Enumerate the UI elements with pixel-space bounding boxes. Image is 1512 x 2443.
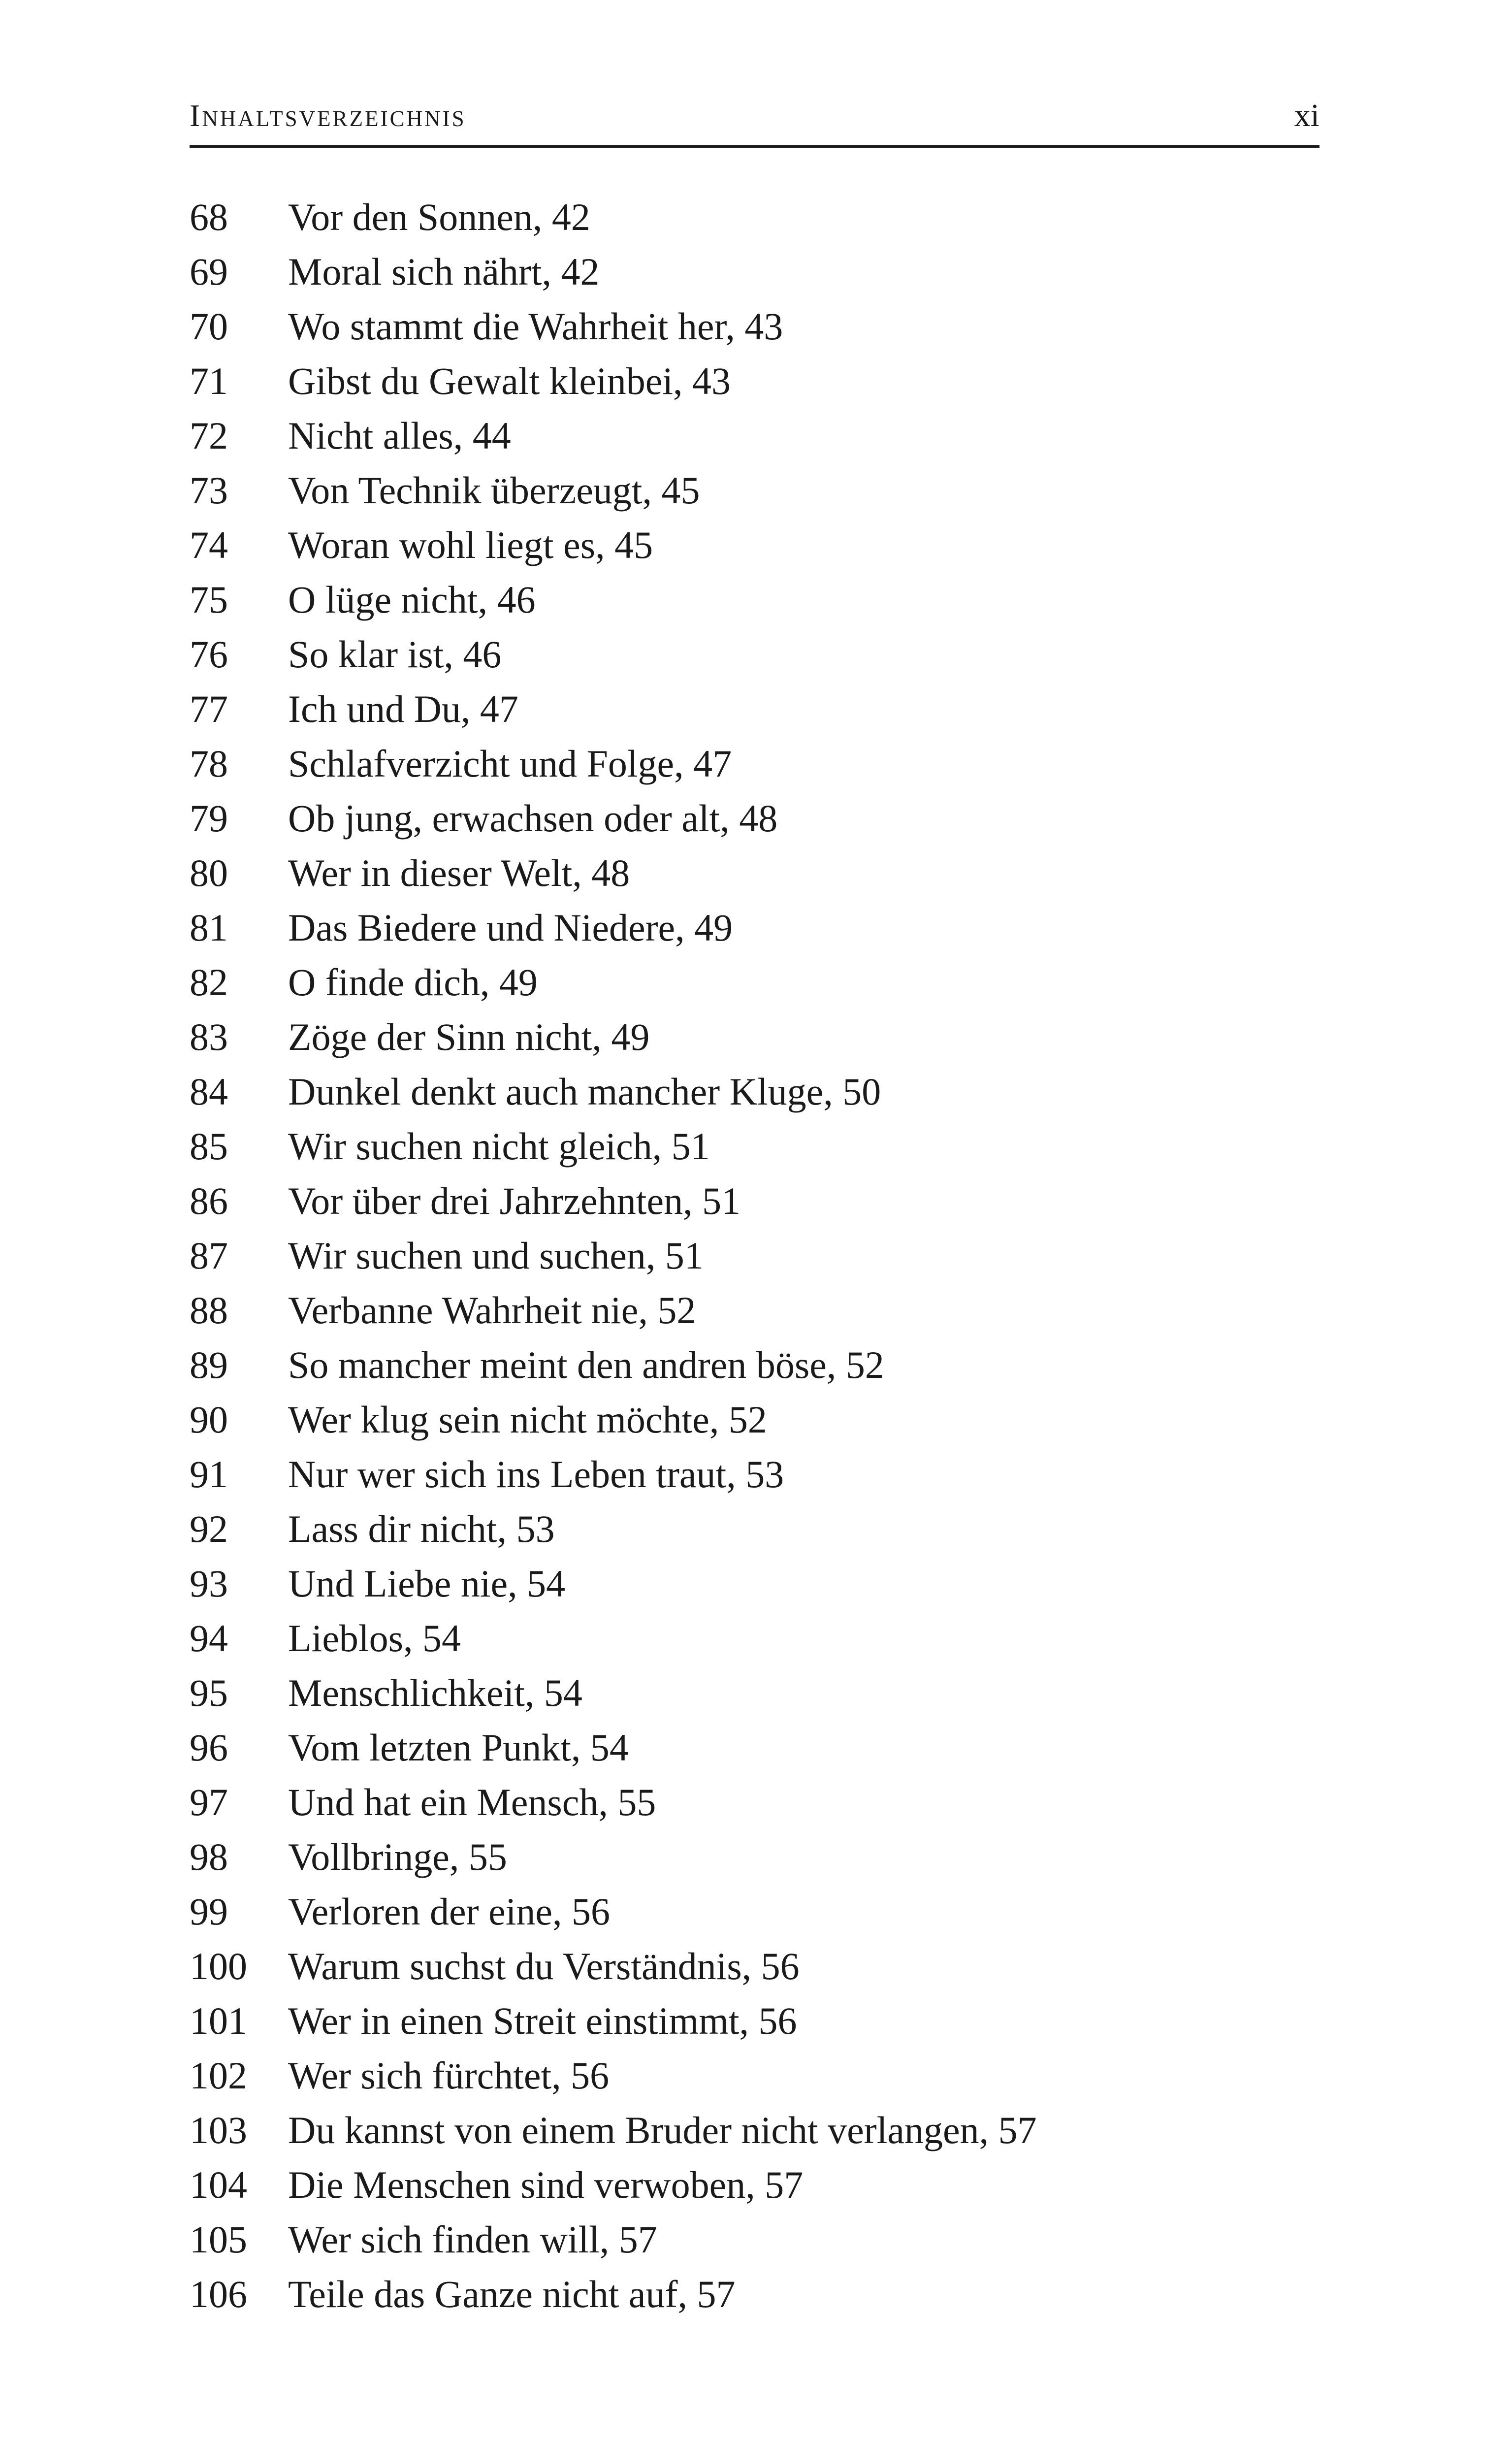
toc-entry-title: Warum suchst du Verständnis, 56 [288, 1945, 800, 1987]
toc-entry [190, 1119, 1319, 1173]
toc-entry-number: 83 [190, 1015, 228, 1058]
toc-entry [190, 2212, 1319, 2267]
toc-entry [190, 1939, 1319, 1993]
toc-entry-title: Vollbringe, 55 [288, 1835, 507, 1878]
toc-entry-title: Das Biedere und Niedere, 49 [288, 906, 733, 949]
toc-entry-title: Ich und Du, 47 [288, 687, 518, 730]
toc-entry [190, 1611, 1319, 1665]
toc-entry-title: Vor den Sonnen, 42 [288, 195, 590, 238]
toc-entry-number: 99 [190, 1890, 228, 1933]
toc-entry [190, 1337, 1319, 1392]
toc-entry-title: Woran wohl liegt es, 45 [288, 523, 653, 566]
toc-entry [190, 1064, 1319, 1119]
toc-entry-title: Verbanne Wahrheit nie, 52 [288, 1289, 696, 1332]
toc-entry-title: Moral sich nährt, 42 [288, 250, 600, 293]
toc-entry-number: 86 [190, 1179, 228, 1222]
toc-entry-number: 79 [190, 797, 228, 840]
toc-entry [190, 1829, 1319, 1884]
toc-entry-title: Zöge der Sinn nicht, 49 [288, 1015, 650, 1058]
toc-entry-title: Die Menschen sind verwoben, 57 [288, 2163, 804, 2206]
toc-entry-number: 100 [190, 1945, 247, 1987]
toc-entry [190, 682, 1319, 736]
toc-entry-title: Vom letzten Punkt, 54 [288, 1726, 629, 1769]
toc-entry-number: 77 [190, 687, 228, 730]
toc-entry-title: Vor über drei Jahrzehnten, 51 [288, 1179, 741, 1222]
toc-entry-number: 76 [190, 633, 228, 676]
toc-entry-title: Du kannst von einem Bruder nicht verlangen, 57 [288, 2109, 1037, 2151]
toc-entry [190, 463, 1319, 518]
toc-entry-number: 75 [190, 578, 228, 621]
toc-entry-number: 84 [190, 1070, 228, 1113]
toc-entry-number: 102 [190, 2054, 247, 2097]
toc-entry [190, 1884, 1319, 1939]
toc-entry [190, 1775, 1319, 1829]
toc-entry-number: 92 [190, 1507, 228, 1550]
toc-entry-number: 81 [190, 906, 228, 949]
toc-entry-number: 95 [190, 1671, 228, 1714]
toc-entry [190, 244, 1319, 299]
toc-entry-title: Teile das Ganze nicht auf, 57 [288, 2273, 736, 2315]
toc-entry-number: 80 [190, 851, 228, 894]
toc-entry-title: Wer in dieser Welt, 48 [288, 851, 630, 894]
toc-entry-title: O lüge nicht, 46 [288, 578, 536, 621]
toc-entry [190, 1173, 1319, 1228]
toc-entry-number: 104 [190, 2163, 247, 2206]
toc-entry [190, 1010, 1319, 1064]
toc-entry-title: Wo stammt die Wahrheit her, 43 [288, 305, 783, 348]
toc-entry [190, 518, 1319, 572]
toc-entry-number: 91 [190, 1453, 228, 1496]
toc-entry [190, 1720, 1319, 1775]
toc-entry-number: 105 [190, 2218, 247, 2261]
toc-entry-number: 96 [190, 1726, 228, 1769]
toc-entry-title: Lieblos, 54 [288, 1617, 461, 1660]
toc-entry [190, 1556, 1319, 1611]
toc-entry-title: So klar ist, 46 [288, 633, 502, 676]
toc-entry [190, 572, 1319, 627]
toc-entry [190, 190, 1319, 244]
toc-entry-title: Wir suchen nicht gleich, 51 [288, 1125, 710, 1168]
toc-entry-number: 94 [190, 1617, 228, 1660]
toc-entry-title: Nur wer sich ins Leben traut, 53 [288, 1453, 784, 1496]
toc-entry-title: Schlafverzicht und Folge, 47 [288, 742, 732, 785]
toc-entry-number: 98 [190, 1835, 228, 1878]
toc-entry-number: 73 [190, 469, 228, 512]
toc-entry-number: 89 [190, 1343, 228, 1386]
toc-entry [190, 791, 1319, 846]
toc-entry [190, 627, 1319, 682]
toc-entry [190, 1501, 1319, 1556]
running-title: Inhaltsverzeichnis [190, 98, 466, 133]
toc-entry-number: 72 [190, 414, 228, 457]
toc-entry-number: 70 [190, 305, 228, 348]
toc-entry [190, 2157, 1319, 2212]
toc-entry-number: 78 [190, 742, 228, 785]
toc-entry-title: Und hat ein Mensch, 55 [288, 1781, 656, 1824]
toc-entry-title: O finde dich, 49 [288, 961, 538, 1004]
toc-entry-number: 103 [190, 2109, 247, 2151]
running-header [190, 94, 1319, 148]
toc-entry-number: 71 [190, 359, 228, 402]
toc-entry-number: 74 [190, 523, 228, 566]
toc-entry-title: Verloren der eine, 56 [288, 1890, 611, 1933]
toc-entry-number: 87 [190, 1234, 228, 1277]
toc-entry-number: 82 [190, 961, 228, 1004]
page-number: xi [1294, 98, 1319, 133]
toc-entry-title: Wer sich fürchtet, 56 [288, 2054, 610, 2097]
toc-entry-title: Menschlichkeit, 54 [288, 1671, 582, 1714]
toc-entry-number: 68 [190, 195, 228, 238]
toc-entry-title: Wer sich finden will, 57 [288, 2218, 657, 2261]
toc-entry [190, 2267, 1319, 2321]
toc-entry [190, 955, 1319, 1010]
toc-entry [190, 2103, 1319, 2157]
toc-entry [190, 1228, 1319, 1283]
toc-entry-title: So mancher meint den andren böse, 52 [288, 1343, 884, 1386]
toc-entry-title: Gibst du Gewalt kleinbei, 43 [288, 359, 731, 402]
toc-entry-number: 101 [190, 1999, 247, 2042]
toc-entry [190, 2048, 1319, 2103]
toc-entry [190, 1665, 1319, 1720]
toc-entry-number: 93 [190, 1562, 228, 1605]
table-of-contents [190, 190, 1319, 2321]
toc-entry [190, 354, 1319, 408]
toc-entry-number: 88 [190, 1289, 228, 1332]
toc-entry-title: Von Technik überzeugt, 45 [288, 469, 700, 512]
toc-entry [190, 846, 1319, 900]
toc-entry-title: Wer klug sein nicht möchte, 52 [288, 1398, 767, 1441]
toc-entry-title: Dunkel denkt auch mancher Kluge, 50 [288, 1070, 881, 1113]
toc-entry-number: 90 [190, 1398, 228, 1441]
toc-entry [190, 1283, 1319, 1337]
toc-entry-title: Nicht alles, 44 [288, 414, 511, 457]
toc-entry [190, 736, 1319, 791]
toc-entry-title: Wir suchen und suchen, 51 [288, 1234, 704, 1277]
toc-entry-title: Ob jung, erwachsen oder alt, 48 [288, 797, 778, 840]
toc-entry-number: 85 [190, 1125, 228, 1168]
toc-entry [190, 299, 1319, 354]
toc-entry [190, 1993, 1319, 2048]
toc-entry-title: Und Liebe nie, 54 [288, 1562, 566, 1605]
toc-entry [190, 408, 1319, 463]
toc-entry-title: Wer in einen Streit einstimmt, 56 [288, 1999, 797, 2042]
toc-entry-number: 69 [190, 250, 228, 293]
toc-entry [190, 1447, 1319, 1501]
toc-entry [190, 900, 1319, 955]
toc-entry [190, 1392, 1319, 1447]
toc-entry-number: 106 [190, 2273, 247, 2315]
toc-entry-title: Lass dir nicht, 53 [288, 1507, 555, 1550]
toc-entry-number: 97 [190, 1781, 228, 1824]
